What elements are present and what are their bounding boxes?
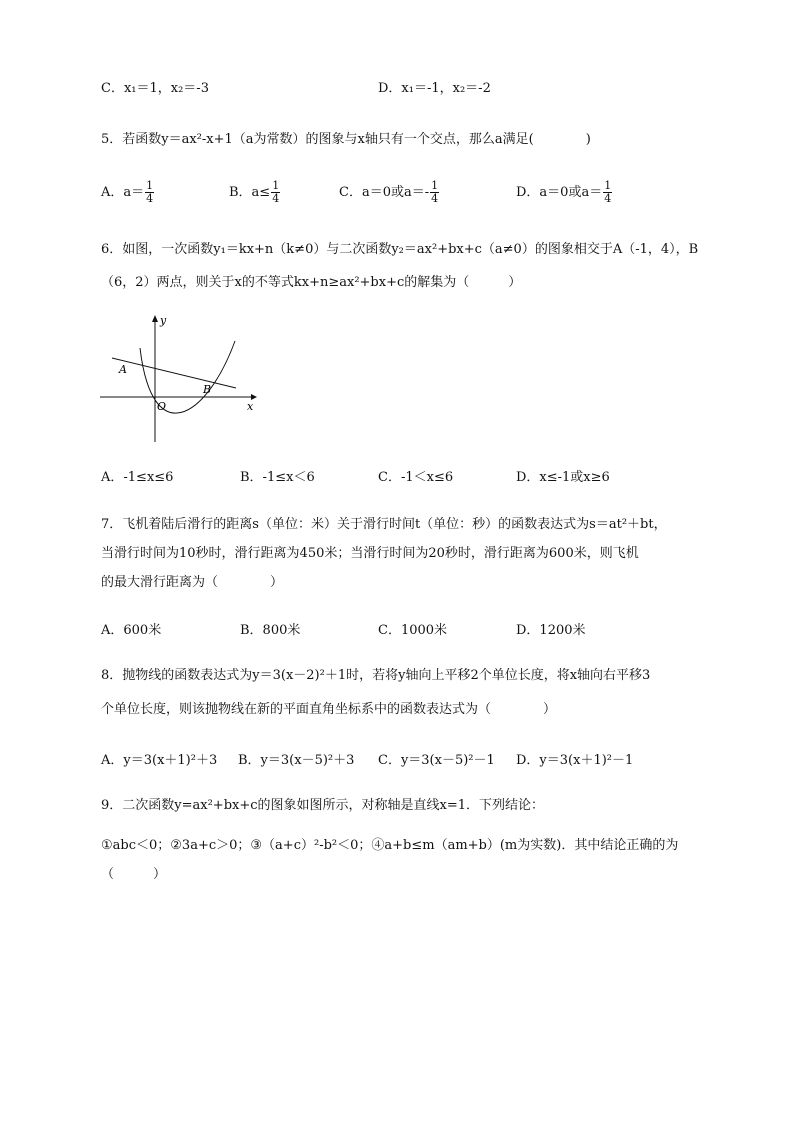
fraction: $\frac{1}{4}$ [431, 179, 439, 205]
q5-option-a-label: A．a＝ [101, 185, 145, 200]
q5-option-d-label: D．a＝0或a＝ [516, 185, 603, 200]
q9-stem-line2: ①abc＜0；②3a+c＞0；③（a+c）²-b²＜0；④a+b≤m（am+b）(m为实数)．其中结论正确的为 [101, 838, 679, 853]
q8-option-d: D．y＝3(x＋1)²－1 [516, 753, 634, 768]
q7-stem-line3: 的最大滑行距离为（ ） [101, 575, 284, 590]
point-a-label: A [119, 363, 127, 376]
q8-option-b: B．y＝3(x－5)²＋3 [238, 753, 355, 768]
q8-stem-line1: 8．抛物线的函数表达式为y＝3(x－2)²＋1时，若将y轴向上平移2个单位长度，将x轴向右平移3 [101, 668, 651, 683]
q5-option-d [516, 180, 613, 205]
y-axis-label: y [160, 314, 167, 327]
q9-stem-line1: 9．二次函数y=ax²+bx+c的图象如图所示，对称轴是直线x=1．下列结论： [101, 798, 545, 813]
x-axis-label: x [247, 400, 254, 413]
q6-option-b: B．-1≤x＜6 [240, 470, 315, 485]
q5-option-b [229, 180, 281, 205]
fraction: $\frac{1}{4}$ [604, 179, 612, 205]
q6-graph [96, 310, 266, 450]
q8-option-c: C．y＝3(x－5)²－1 [378, 753, 495, 768]
q6-option-c: C．-1＜x≤6 [378, 470, 454, 485]
q4-option-d: D．x₁＝-1，x₂＝-2 [378, 81, 491, 96]
fraction: $\frac{1}{4}$ [146, 179, 154, 205]
q6-stem-line1: 6．如图，一次函数y₁＝kx+n（k≠0）与二次函数y₂＝ax²+bx+c（a≠0）的图象相交于A（-1，4），B [101, 242, 699, 257]
q5-option-c [339, 180, 440, 205]
y-axis-arrow [152, 315, 158, 322]
point-b-label: B [203, 383, 212, 396]
origin-label: O [157, 400, 167, 413]
q7-option-d: D．1200米 [516, 623, 586, 638]
fraction: $\frac{1}{4}$ [272, 179, 280, 205]
q7-option-c: C．1000米 [378, 623, 448, 638]
q6-option-d: D．x≤-1或x≥6 [516, 470, 610, 485]
q5-option-a [101, 180, 155, 205]
q6-option-a: A．-1≤x≤6 [101, 470, 174, 485]
q6-stem-line2: （6，2）两点，则关于x的不等式kx+n≥ax²+bx+c的解集为（ ） [101, 275, 522, 290]
q8-stem-line2: 个单位长度，则该抛物线在新的平面直角坐标系中的函数表达式为（ ） [101, 702, 557, 717]
q7-stem-line1: 7．飞机着陆后滑行的距离s（单位：米）关于滑行时间t（单位：秒）的函数表达式为s＝at²＋bt， [101, 517, 667, 532]
q4-option-c: C．x₁＝1，x₂＝-3 [101, 81, 209, 96]
q5-option-c-label: C．a＝0或a＝- [339, 185, 430, 200]
linear-function-line [112, 358, 236, 388]
parabola-curve [140, 341, 235, 413]
q9-stem-line3: （ ） [101, 867, 167, 882]
q7-option-a: A．600米 [101, 623, 162, 638]
q7-stem-line2: 当滑行时间为10秒时，滑行距离为450米；当滑行时间为20秒时，滑行距离为600米，则飞机 [101, 546, 639, 561]
q7-option-b: B．800米 [240, 623, 301, 638]
q5-option-b-label: B．a≤ [229, 185, 271, 200]
q8-option-a: A．y＝3(x＋1)²＋3 [101, 753, 218, 768]
q5-stem: 5．若函数y＝ax²-x+1（a为常数）的图象与x轴只有一个交点，那么a满足( ) [101, 132, 591, 147]
